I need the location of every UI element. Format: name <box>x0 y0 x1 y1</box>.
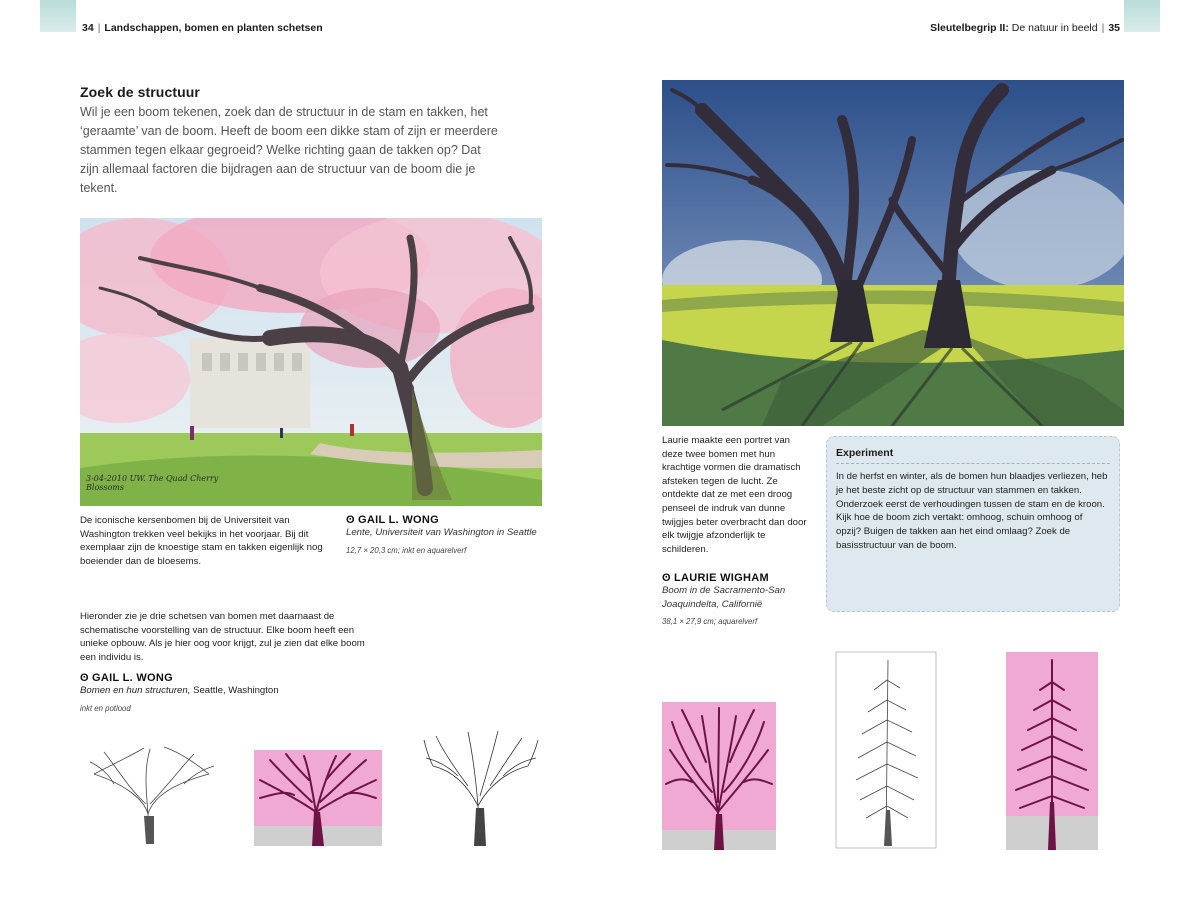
experiment-title: Experiment <box>836 447 894 459</box>
cherry-caption: De iconische kersenbomen bij de Universiteit van Washington trekken veel bekijks in het voorjaar. Bij dit exemplaar zijn de knoestige stam en takken eigenlijk nog boeiender dan de bloesems. <box>80 515 323 567</box>
left-running-header: 34 | Landschappen, bomen en planten schetsen <box>82 22 323 34</box>
left-header-title: Landschappen, bomen en planten schetsen <box>104 22 323 34</box>
credit-mark-icon: ʘ <box>346 514 355 526</box>
cherry-blossom-painting <box>80 218 542 506</box>
pencil-sketch-conifer <box>834 650 938 850</box>
experiment-divider <box>836 463 1110 464</box>
structure-diagram-round-tree <box>662 702 776 850</box>
structure-diagram-spreading-tree <box>254 750 382 846</box>
work-media: 38,1 × 27,9 cm; aquarelverf <box>662 617 758 627</box>
work-media: inkt en potlood <box>80 703 131 713</box>
right-page-number: 35 <box>1108 22 1120 34</box>
pencil-sketch-upright-tree <box>418 726 542 848</box>
credit-mark-icon: ʘ <box>662 572 671 584</box>
right-header-title: De natuur in beeld <box>1011 22 1098 34</box>
credit-gail-wong-1 <box>346 514 546 555</box>
section-title: Zoek de structuur <box>80 84 200 100</box>
sketch-intro: Hieronder zie je drie schetsen van bomen met daarnaast de schematische voorstelling van de structuur. Elke boom heeft een unieke opbouw. Als je hier oog voor krijgt, zul je zien dat elke boom een individu is. <box>80 611 365 663</box>
work-title: Bomen en hun structuren, <box>80 685 191 696</box>
artist-name: LAURIE WIGHAM <box>674 572 769 584</box>
artist-name: GAIL L. WONG <box>358 514 440 526</box>
painting-signature: 3-04-2010 UW. The Quad Cherry Blossoms <box>86 474 219 492</box>
work-place: Seattle, Washington <box>190 685 279 696</box>
right-corner-tab <box>1124 0 1160 32</box>
credit-laurie-wigham <box>662 572 820 626</box>
structure-diagram-conifer <box>1006 652 1098 850</box>
pencil-sketch-spreading-tree <box>84 744 216 846</box>
credit-mark-icon: ʘ <box>80 672 89 684</box>
work-media: 12,7 × 20,3 cm; inkt en aquarelverf <box>346 545 467 555</box>
work-title: Boom in de Sacramento-San Joaquindelta, Californië <box>662 585 786 610</box>
experiment-body: In de herfst en winter, als de bomen hun blaadjes verliezen, heb je het beste zicht op de structuur van stammen en takken. Onderzoek eerst de verhoudingen tussen de stam en de kroon. Kijk hoe de boom zich vertakt: omhoog, schuin omhoog of opzij? Buigen de takken aan het eind omlaag? Zoek de basisstructuur van de boom. <box>836 471 1108 551</box>
left-corner-tab <box>40 0 76 32</box>
work-title: Lente, Universiteit van Washington in Seattle <box>346 527 537 538</box>
two-trees-watercolor <box>662 80 1124 426</box>
right-header-bold: Sleutelbegrip II: <box>930 22 1009 34</box>
portrait-caption: Laurie maakte een portret van deze twee bomen met hun krachtige vormen die dramatisch afsteken tegen de lucht. Ze ontdekte dat ze met een droog penseel de indruk van dunne twijgjes beter overbracht dan door elk twijgje afzonderlijk te schilderen. <box>662 435 807 555</box>
credit-gail-wong-2 <box>80 672 380 713</box>
left-page-number: 34 <box>82 22 94 34</box>
right-running-header: Sleutelbegrip II: De natuur in beeld | 35 <box>930 22 1120 34</box>
experiment-box <box>826 436 1120 612</box>
intro-paragraph: Wil je een boom tekenen, zoek dan de structuur in de stam en takken, het ‘geraamte’ van de boom. Heeft de boom een dikke stam of zijn er meerdere stammen tegen elkaar gegroeid? Welke richting gaan de takken op? Dat zijn allemaal factoren die bijdragen aan de structuur van de boom die je tekent. <box>80 105 498 195</box>
artist-name: GAIL L. WONG <box>92 672 174 684</box>
